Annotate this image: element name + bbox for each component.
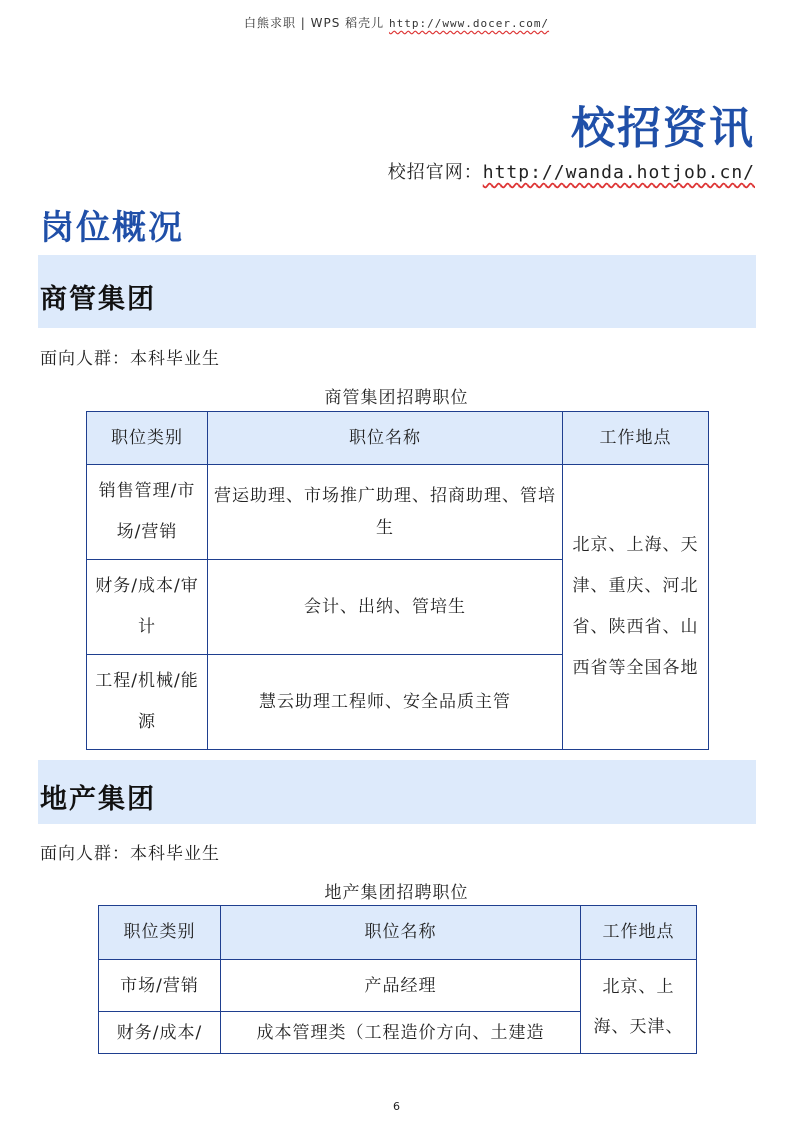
official-site-label: 校招官网： xyxy=(387,162,483,183)
table-header-row xyxy=(99,906,697,960)
group2-title: 地产集团 xyxy=(40,784,156,815)
row-category: 财务/成本/审计 xyxy=(87,560,208,655)
row-category: 市场/营销 xyxy=(99,960,221,1012)
group1-title: 商管集团 xyxy=(40,284,156,315)
group2-jobs-table xyxy=(98,905,697,1054)
document-title: 校招资讯 xyxy=(571,103,755,154)
header-url-link[interactable]: http://www.docer.com/ xyxy=(388,17,550,30)
header-location: 工作地点 xyxy=(581,906,697,960)
table-row xyxy=(99,960,697,1012)
group1-audience: 面向人群：本科毕业生 xyxy=(40,349,220,369)
header-location: 工作地点 xyxy=(563,412,709,465)
row-positions: 会计、出纳、管培生 xyxy=(208,560,563,655)
table-header-row xyxy=(87,412,709,465)
row-category: 工程/机械/能源 xyxy=(87,655,208,750)
group2-heading-band xyxy=(38,760,756,824)
group2-table-caption: 地产集团招聘职位 xyxy=(324,883,469,903)
page-header xyxy=(0,14,793,31)
row-positions: 产品经理 xyxy=(221,960,581,1012)
group1-jobs-table xyxy=(86,411,709,750)
group1-table-caption: 商管集团招聘职位 xyxy=(324,388,469,408)
row-location: 北京、上海、天津、 xyxy=(581,960,697,1054)
row-category: 财务/成本/ xyxy=(99,1012,221,1054)
page-number: 6 xyxy=(393,1100,400,1113)
table-row xyxy=(87,465,709,560)
header-category: 职位类别 xyxy=(99,906,221,960)
row-location: 北京、上海、天津、重庆、河北省、陕西省、山西省等全国各地 xyxy=(563,465,709,750)
group1-heading-band xyxy=(38,255,756,328)
header-category: 职位类别 xyxy=(87,412,208,465)
group2-audience: 面向人群：本科毕业生 xyxy=(40,844,220,864)
row-positions: 慧云助理工程师、安全品质主管 xyxy=(208,655,563,750)
header-brand: 白熊求职 | WPS 稻壳儿 xyxy=(243,16,385,30)
header-positions: 职位名称 xyxy=(208,412,563,465)
row-category: 销售管理/市场/营销 xyxy=(87,465,208,560)
header-positions: 职位名称 xyxy=(221,906,581,960)
row-positions: 营运助理、市场推广助理、招商助理、管培生 xyxy=(208,465,563,560)
official-site-url-link[interactable]: http://wanda.hotjob.cn/ xyxy=(482,162,755,183)
official-site-line xyxy=(388,158,755,184)
row-positions: 成本管理类（工程造价方向、土建造 xyxy=(221,1012,581,1054)
section-title: 岗位概况 xyxy=(40,208,184,248)
